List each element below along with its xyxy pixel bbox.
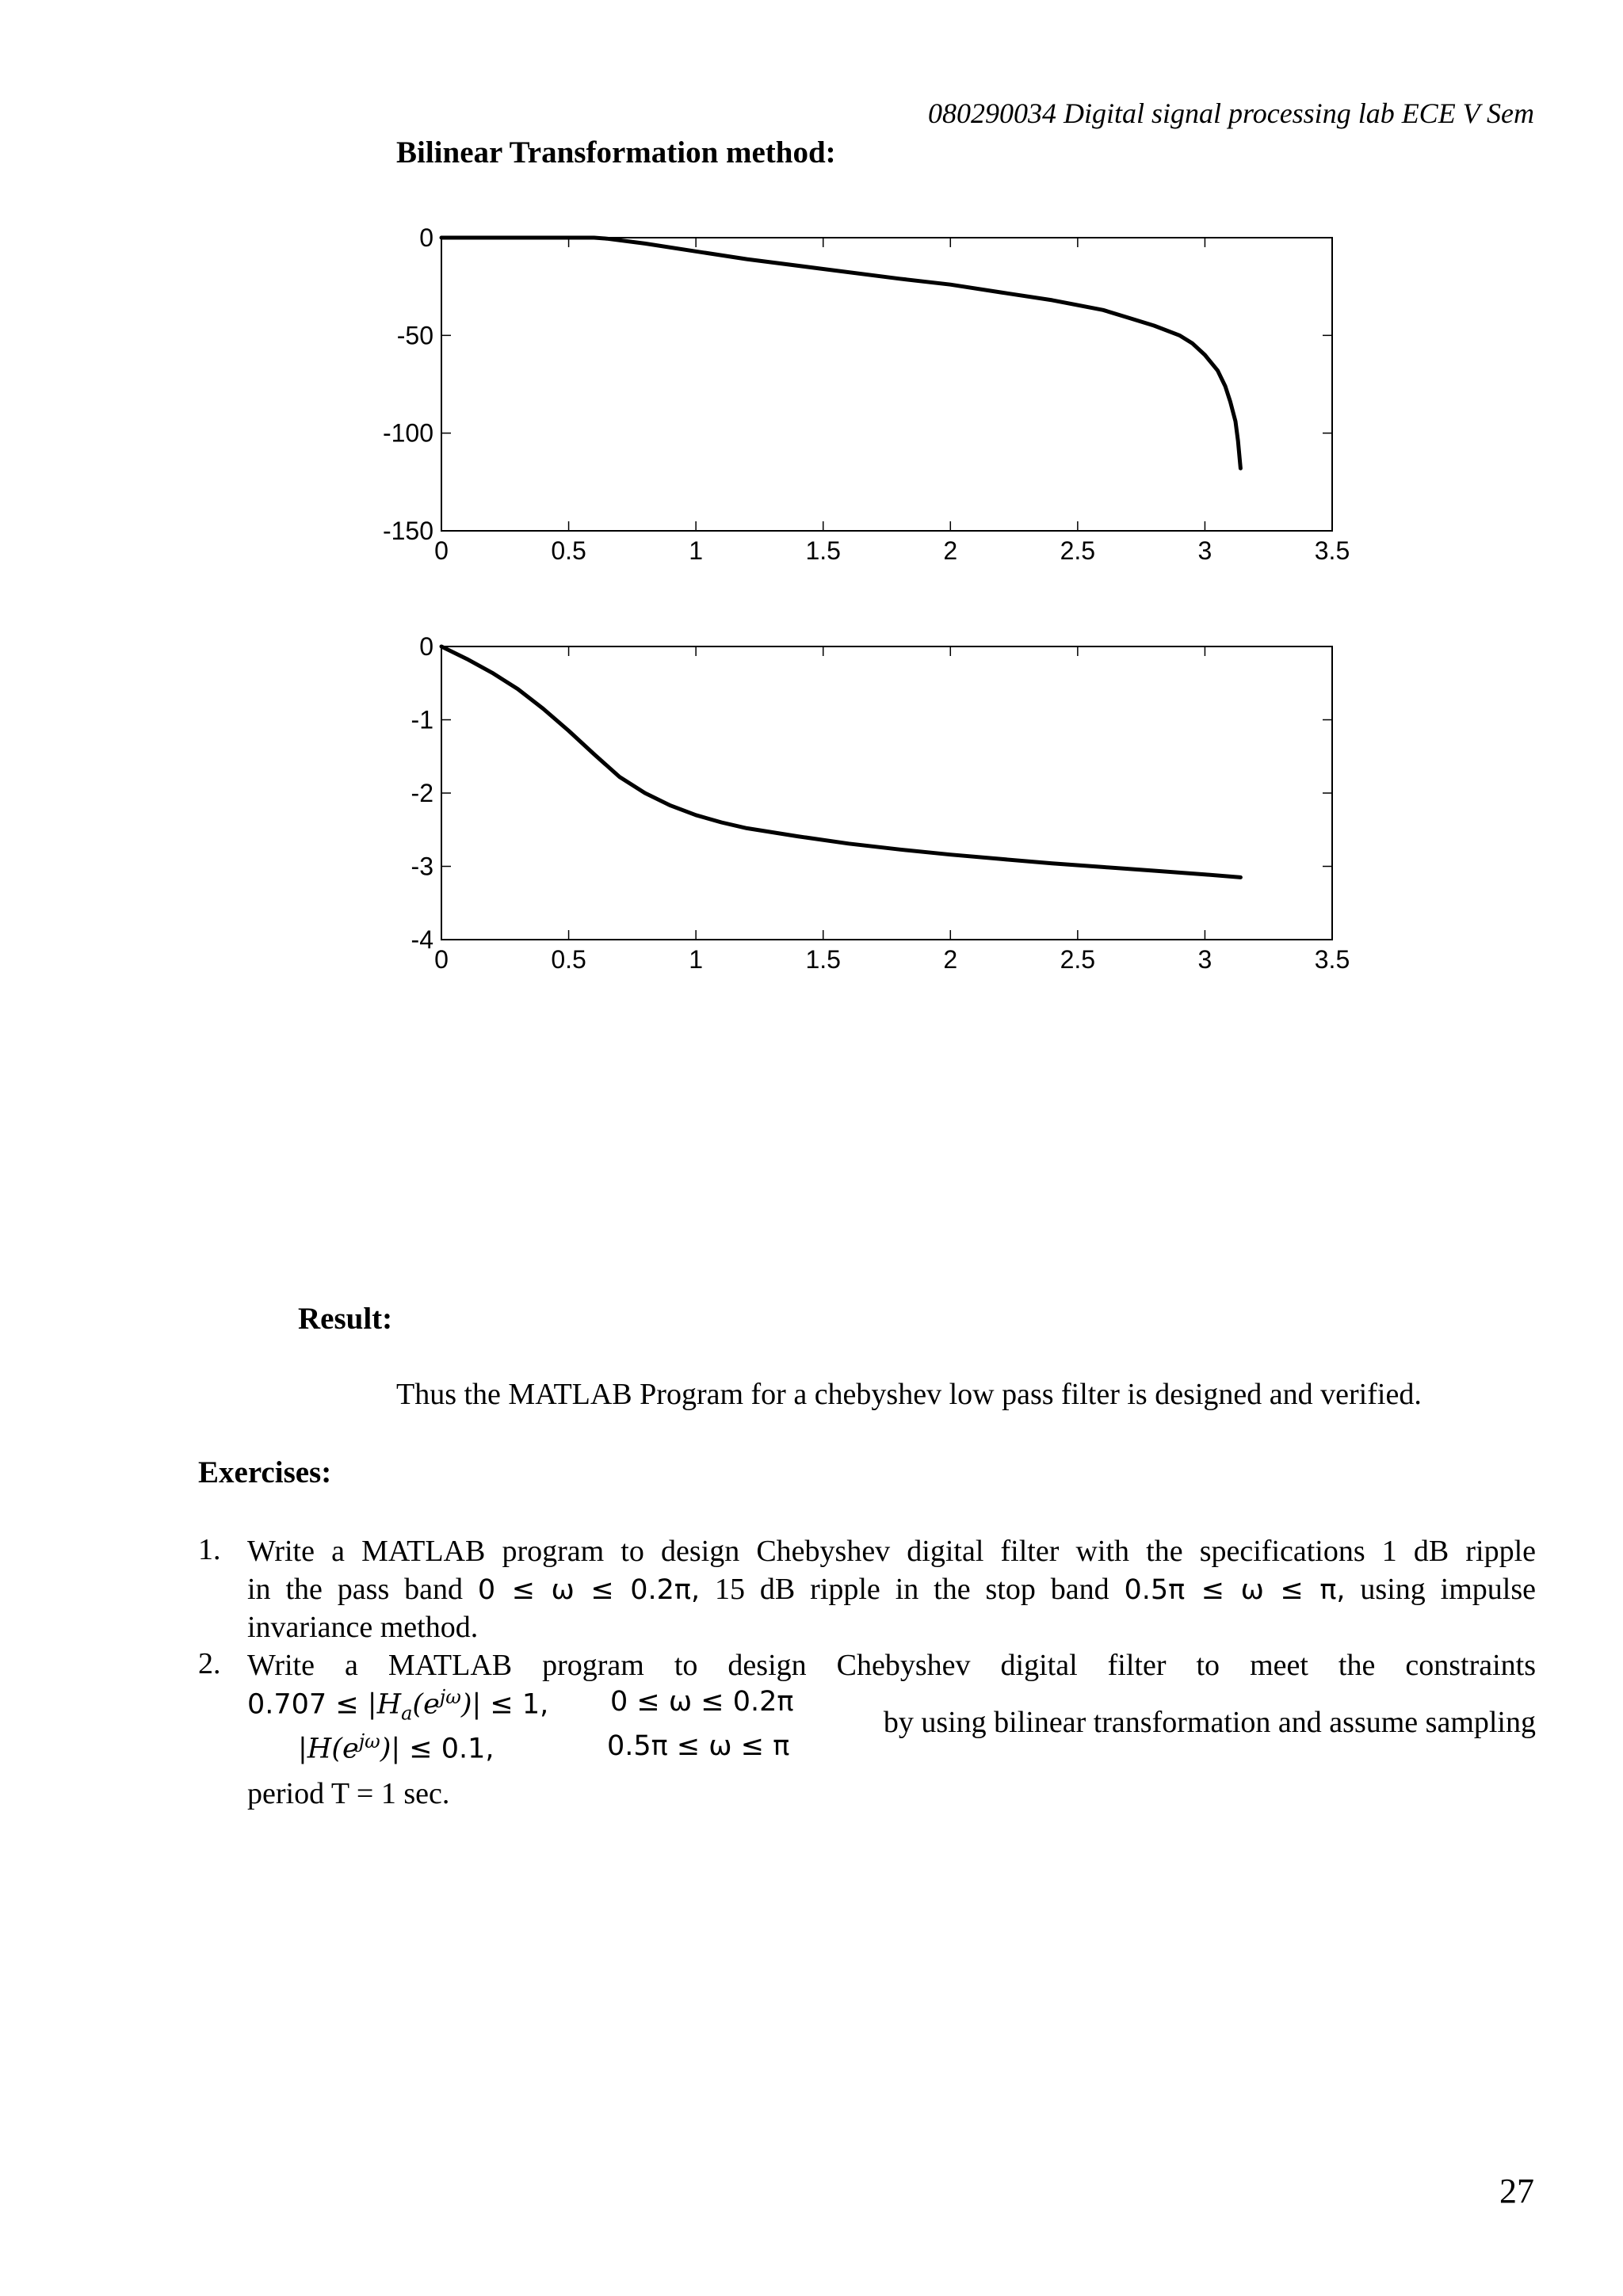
exercises-heading: Exercises:: [198, 1455, 332, 1489]
plot-1-xtick-label: 3: [1197, 536, 1212, 565]
constraint-2-abs: |H(e: [298, 1733, 359, 1765]
plot-1-xtick-label: 2: [943, 536, 958, 565]
constraint-1-rhs: ≤ 1,: [481, 1688, 549, 1721]
plot-1-xtick-label: 2.5: [1060, 536, 1096, 565]
constraint-side-text: by using bilinear transformation and assume sampling: [883, 1706, 1536, 1739]
plot-2-xtick-label: 0: [434, 945, 449, 974]
constraint-1-superscript: jω: [439, 1686, 461, 1708]
exercise-1-line-3: invariance method.: [247, 1611, 479, 1644]
constraint-1-subscript: a: [401, 1702, 413, 1725]
plot-2-xtick-label: 1.5: [805, 945, 841, 974]
plot-2-ytick-label: -3: [411, 852, 433, 881]
plot-1-xtick-label: 3.5: [1314, 536, 1350, 565]
plot-1-frame: [441, 238, 1332, 531]
plot-1-series-line: [441, 238, 1240, 468]
exercise-1-stopband-range: 0.5π ≤ ω ≤ π,: [1124, 1574, 1346, 1606]
exercise-2-number: 2.: [198, 1647, 221, 1680]
plot-2-ytick-label: -4: [411, 925, 433, 954]
plot-2-frame: [441, 646, 1332, 940]
constraint-stopband: [298, 1730, 495, 1765]
section-title: Bilinear Transformation method:: [396, 135, 836, 170]
constraint-1-lhs: 0.707 ≤: [247, 1688, 368, 1721]
plot-2-ytick-label: -1: [411, 705, 433, 734]
plot-1-xtick-label: 0.5: [551, 536, 586, 565]
plots-figure: [0, 0, 1623, 1030]
plot-2-xtick-label: 2.5: [1060, 945, 1096, 974]
plot-1-xtick-label: 1: [689, 536, 704, 565]
exercise-2-line-1: Write a MATLAB program to design Chebyshev digital filter to meet the constraints: [247, 1649, 1536, 1682]
exercise-1-number: 1.: [198, 1533, 221, 1566]
exercise-1-line-2: [247, 1570, 1536, 1609]
page-header: 080290034 Digital signal processing lab ECE V Sem: [928, 97, 1534, 129]
page-number: 27: [1499, 2172, 1534, 2210]
result-heading: Result:: [298, 1302, 393, 1336]
plot-1-ytick-label: -150: [382, 517, 433, 545]
plot-1-xtick-label: 1.5: [805, 536, 841, 565]
exercise-1-text-b: 15 dB ripple in the stop band: [715, 1573, 1109, 1606]
plot-2-ytick-label: -2: [411, 779, 433, 807]
exercise-1-line-1: Write a MATLAB program to design Chebyshev digital filter with the specifications 1 dB ripple: [247, 1535, 1536, 1568]
exercise-1-text-a: in the pass band: [247, 1573, 463, 1606]
plot-2-xtick-label: 2: [943, 945, 958, 974]
plot-2-series-line: [441, 646, 1240, 877]
plot-1-ytick-label: -100: [382, 418, 433, 448]
plot-2-ytick-label: 0: [419, 632, 433, 661]
plot-2-xtick-label: 3: [1197, 945, 1212, 974]
exercise-2-last-line: period T = 1 sec.: [247, 1777, 450, 1810]
plot-1-xtick-label: 0: [434, 536, 449, 565]
constraint-1-arg: (e: [412, 1688, 440, 1721]
constraint-2-close: )|: [380, 1733, 401, 1765]
plot-1-ytick-label: 0: [419, 223, 433, 252]
constraint-2-superscript: jω: [358, 1730, 380, 1753]
constraint-stopband-range: 0.5π ≤ ω ≤ π: [607, 1730, 790, 1762]
result-text: Thus the MATLAB Program for a chebyshev low pass filter is designed and verified.: [396, 1378, 1422, 1411]
plot-2-xtick-label: 3.5: [1314, 945, 1350, 974]
exercise-1-passband-range: 0 ≤ ω ≤ 0.2π,: [477, 1574, 701, 1606]
exercise-1-text-c: using impulse: [1360, 1573, 1536, 1606]
constraint-2-rhs: ≤ 0.1,: [400, 1733, 495, 1765]
plot-1-ytick-label: -50: [396, 321, 433, 350]
plot-2-xtick-label: 0.5: [551, 945, 586, 974]
plot-2-xtick-label: 1: [689, 945, 704, 974]
constraint-1-abs: |H: [367, 1688, 402, 1721]
constraint-passband: [247, 1686, 548, 1725]
constraint-1-close: )|: [460, 1688, 482, 1721]
constraint-passband-range: 0 ≤ ω ≤ 0.2π: [610, 1686, 794, 1718]
